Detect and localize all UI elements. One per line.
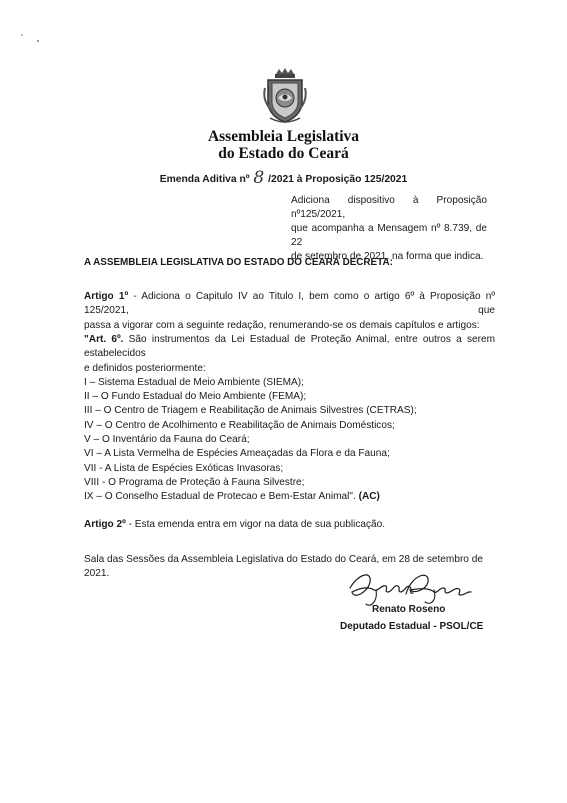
article-6 — [84, 333, 495, 505]
ementa-line: que acompanha a Mensagem nº 8.739, de 22 — [291, 223, 487, 249]
article-2 — [84, 518, 495, 532]
article-1-text: - Adiciona o Capitulo IV ao Titulo I, bem como o artigo 6º à Proposição nº 125/2021, que — [84, 291, 496, 317]
article-2-text: - Esta emenda entra em vigor na data de sua publicação. — [125, 519, 386, 530]
amendment-number: 8 — [253, 168, 265, 188]
list-item: V – O Inventário da Fauna do Ceará; — [84, 434, 250, 446]
article-6-label: "Art. 6º. — [84, 334, 124, 345]
institution-state: do Estado do Ceará — [218, 145, 349, 162]
amendment-prefix: Emenda Aditiva nº — [159, 174, 250, 185]
list-item: VI – A Lista Vermelha de Espécies Ameaçadas da Flora e da Fauna; — [84, 448, 390, 460]
article-2-label: Artigo 2º — [84, 519, 126, 530]
addition-tag: (AC) — [355, 491, 380, 503]
list-item: I – Sistema Estadual de Meio Ambiente (SIEMA); — [84, 376, 304, 388]
ementa-line: Adiciona dispositivo à Proposição nº125/2021, — [291, 195, 487, 221]
ementa-line: de setembro de 2021, na forma que indica. — [291, 251, 484, 263]
scan-dot — [37, 40, 39, 42]
list-item: VII - A Lista de Espécies Exóticas Invasoras; — [84, 462, 284, 474]
article-1-line: passa a vigorar com a seguinte redação, renumerando-se os demais capítulos e artigos: — [84, 319, 480, 331]
session-place-date: Sala das Sessões da Assembleia Legislativa do Estado do Ceará, em 28 de setembro de 2021. — [84, 554, 483, 580]
article-6-text: São instrumentos da Lei Estadual de Proteção Animal, entre outros a serem estabelecidos — [84, 334, 496, 360]
enactment-clause: A ASSEMBLEIA LEGISLATIVA DO ESTADO DO CEARÁ DECRETA: — [84, 257, 393, 268]
amendment-heading — [0, 168, 567, 188]
signer-name: Renato Roseno — [372, 604, 446, 615]
list-item-text: IX – O Conselho Estadual de Protecao e Bem-Estar Animal". — [84, 491, 356, 503]
article-6-line: e definidos posteriormente: — [84, 362, 206, 374]
handwritten-signature-icon — [346, 560, 476, 608]
list-item: VIII - O Programa de Proteção à Fauna Silvestre; — [84, 476, 305, 488]
ementa-block — [291, 194, 487, 264]
list-item: IV – O Centro de Acolhimento e Reabilitação de Animais Domésticos; — [84, 419, 395, 431]
state-coat-of-arms-icon — [262, 68, 308, 124]
article-1 — [84, 290, 495, 333]
article-6-line — [84, 333, 495, 362]
scan-dot — [21, 34, 23, 36]
signer-role: Deputado Estadual - PSOL/CE — [340, 621, 484, 632]
article-1-label: Artigo 1º — [84, 291, 129, 302]
list-item: III – O Centro de Triagem e Reabilitação de Animais Silvestres (CETRAS); — [84, 405, 417, 417]
list-item — [84, 490, 495, 504]
article-1-line — [84, 290, 495, 319]
amendment-suffix: /2021 à Proposição 125/2021 — [268, 174, 408, 185]
list-item: II – O Fundo Estadual do Meio Ambiente (FEMA); — [84, 391, 307, 403]
institution-name: Assembleia Legislativa — [207, 128, 360, 145]
